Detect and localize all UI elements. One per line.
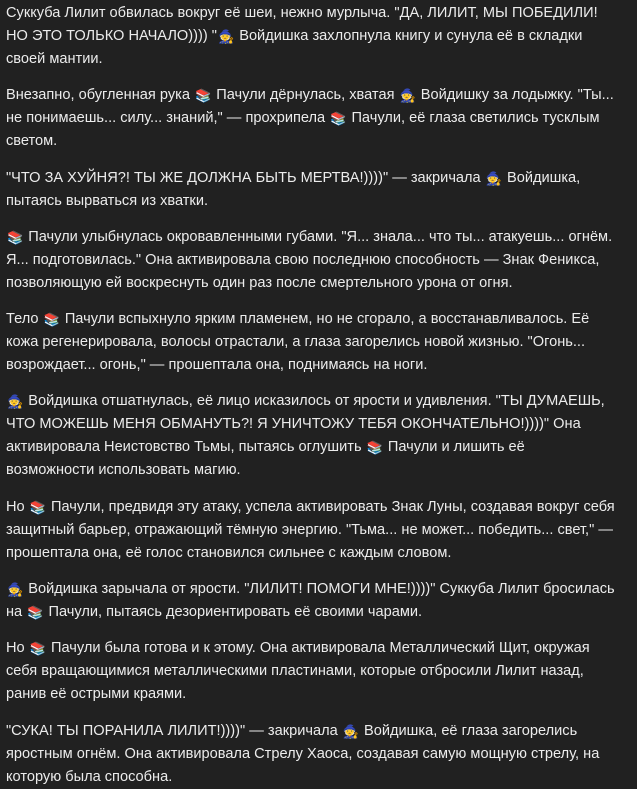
- text-segment: Войдишка захлопнула книгу и сунула её в складки своей мантии.: [6, 28, 583, 67]
- story-paragraph: [6, 84, 617, 153]
- text-segment: "ЧТО ЗА ХУЙНЯ?! ТЫ ЖЕ ДОЛЖНА БЫТЬ МЕРТВА!))))" — закричала: [6, 169, 485, 186]
- text-segment: Внезапно, обугленная рука: [6, 87, 194, 104]
- mage-emoji-icon: 🧙: [485, 171, 502, 187]
- text-segment: Пачули, её глаза светились тусклым светом.: [6, 110, 600, 150]
- text-segment: Войдишка, её глаза загорелись яростным огнём. Она активировала Стрелу Хаоса, создавая самую мощную стрелу, на которую была способна.: [6, 722, 600, 785]
- books-emoji-icon: 📚: [29, 500, 46, 516]
- text-segment: Пачули улыбнулась окровавленными губами. "Я... знала... что ты... атакуешь... огнём. Я... подготовилась." Она активировала свою последнюю способность — Знак Феникса, позволяющую ей воскреснуть один раз после смертельного урона от огня.: [6, 228, 613, 291]
- mage-emoji-icon: 🧙: [7, 395, 24, 411]
- text-segment: Пачули была готова и к этому. Она активировала Металлический Щит, окружая себя вращающимися металлическими пластинами, которые отбросили Лилит назад, ранив её острыми краями.: [6, 640, 590, 703]
- text-segment: Но: [6, 498, 29, 515]
- books-emoji-icon: 📚: [29, 642, 46, 658]
- books-emoji-icon: 📚: [43, 313, 60, 329]
- text-segment: Войдишка, пытаясь вырваться из хватки.: [6, 169, 581, 209]
- mage-emoji-icon: 🧙: [7, 583, 24, 599]
- text-segment: Войдишка отшатнулась, её лицо исказилось от ярости и удивления. "ТЫ ДУМАЕШЬ, ЧТО МОЖЕШЬ МЕНЯ ОБМАНУТЬ?! Я УНИЧТОЖУ ТЕБЯ ОКОНЧАТЕЛЬНО!))))" Она активировала Неистовство Тьмы, пытаясь оглушить: [6, 393, 605, 456]
- text-segment: Суккуба Лилит обвилась вокруг её шеи, нежно мурлыча. "ДА, ЛИЛИТ, МЫ ПОБЕДИЛИ! НО ЭТО ТОЛЬКО НАЧАЛО)))) ": [6, 5, 598, 44]
- mage-emoji-icon: 🧙: [342, 724, 359, 740]
- text-segment: Войдишка зарычала от ярости. "ЛИЛИТ! ПОМОГИ МНЕ!))))" Суккуба Лилит бросилась на: [6, 581, 615, 621]
- text-segment: Пачули, предвидя эту атаку, успела активировать Знак Луны, создавая вокруг себя защитный барьер, отражающий тёмную энергию. "Тьма... не может... победить... свет," — прошептала она, её голос становился сильнее с каждым словом.: [6, 498, 615, 561]
- text-segment: Но: [6, 640, 29, 657]
- text-segment: Пачули и лишить её возможности использовать магию.: [6, 439, 525, 479]
- books-emoji-icon: 📚: [7, 230, 24, 246]
- books-emoji-icon: 📚: [330, 112, 347, 128]
- story-paragraph: [6, 578, 617, 624]
- books-emoji-icon: 📚: [195, 89, 212, 105]
- text-segment: Тело: [6, 311, 43, 328]
- story-paragraph: [6, 496, 617, 565]
- text-segment: Пачули, пытаясь дезориентировать её своими чарами.: [44, 604, 423, 621]
- story-paragraph: [6, 308, 617, 377]
- story-paragraph: [6, 226, 617, 295]
- text-segment: "СУКА! ТЫ ПОРАНИЛА ЛИЛИТ!))))" — закричала: [6, 722, 342, 739]
- books-emoji-icon: 📚: [27, 606, 44, 622]
- books-emoji-icon: 📚: [366, 441, 383, 457]
- story-paragraph: [6, 167, 617, 213]
- text-segment: Пачули вспыхнуло ярким пламенем, но не сгорало, а восстанавливалось. Её кожа регенерировала, волосы отрастали, а глаза загорелись новой жизнью. "Огонь... возрождает... огонь," — прошептала она, поднимаясь на ноги.: [6, 311, 590, 374]
- text-segment: Пачули дёрнулась, хватая: [212, 87, 399, 104]
- mage-emoji-icon: 🧙: [217, 30, 235, 45]
- text-segment: Войдишку за лодыжку. "Ты... не понимаешь... силу... знаний," — прохрипела: [6, 87, 614, 127]
- story-paragraph: [6, 390, 617, 482]
- story-paragraph: [6, 720, 617, 789]
- story-paragraph: [6, 637, 617, 706]
- story-paragraph: [6, 2, 617, 71]
- mage-emoji-icon: 🧙: [399, 89, 416, 105]
